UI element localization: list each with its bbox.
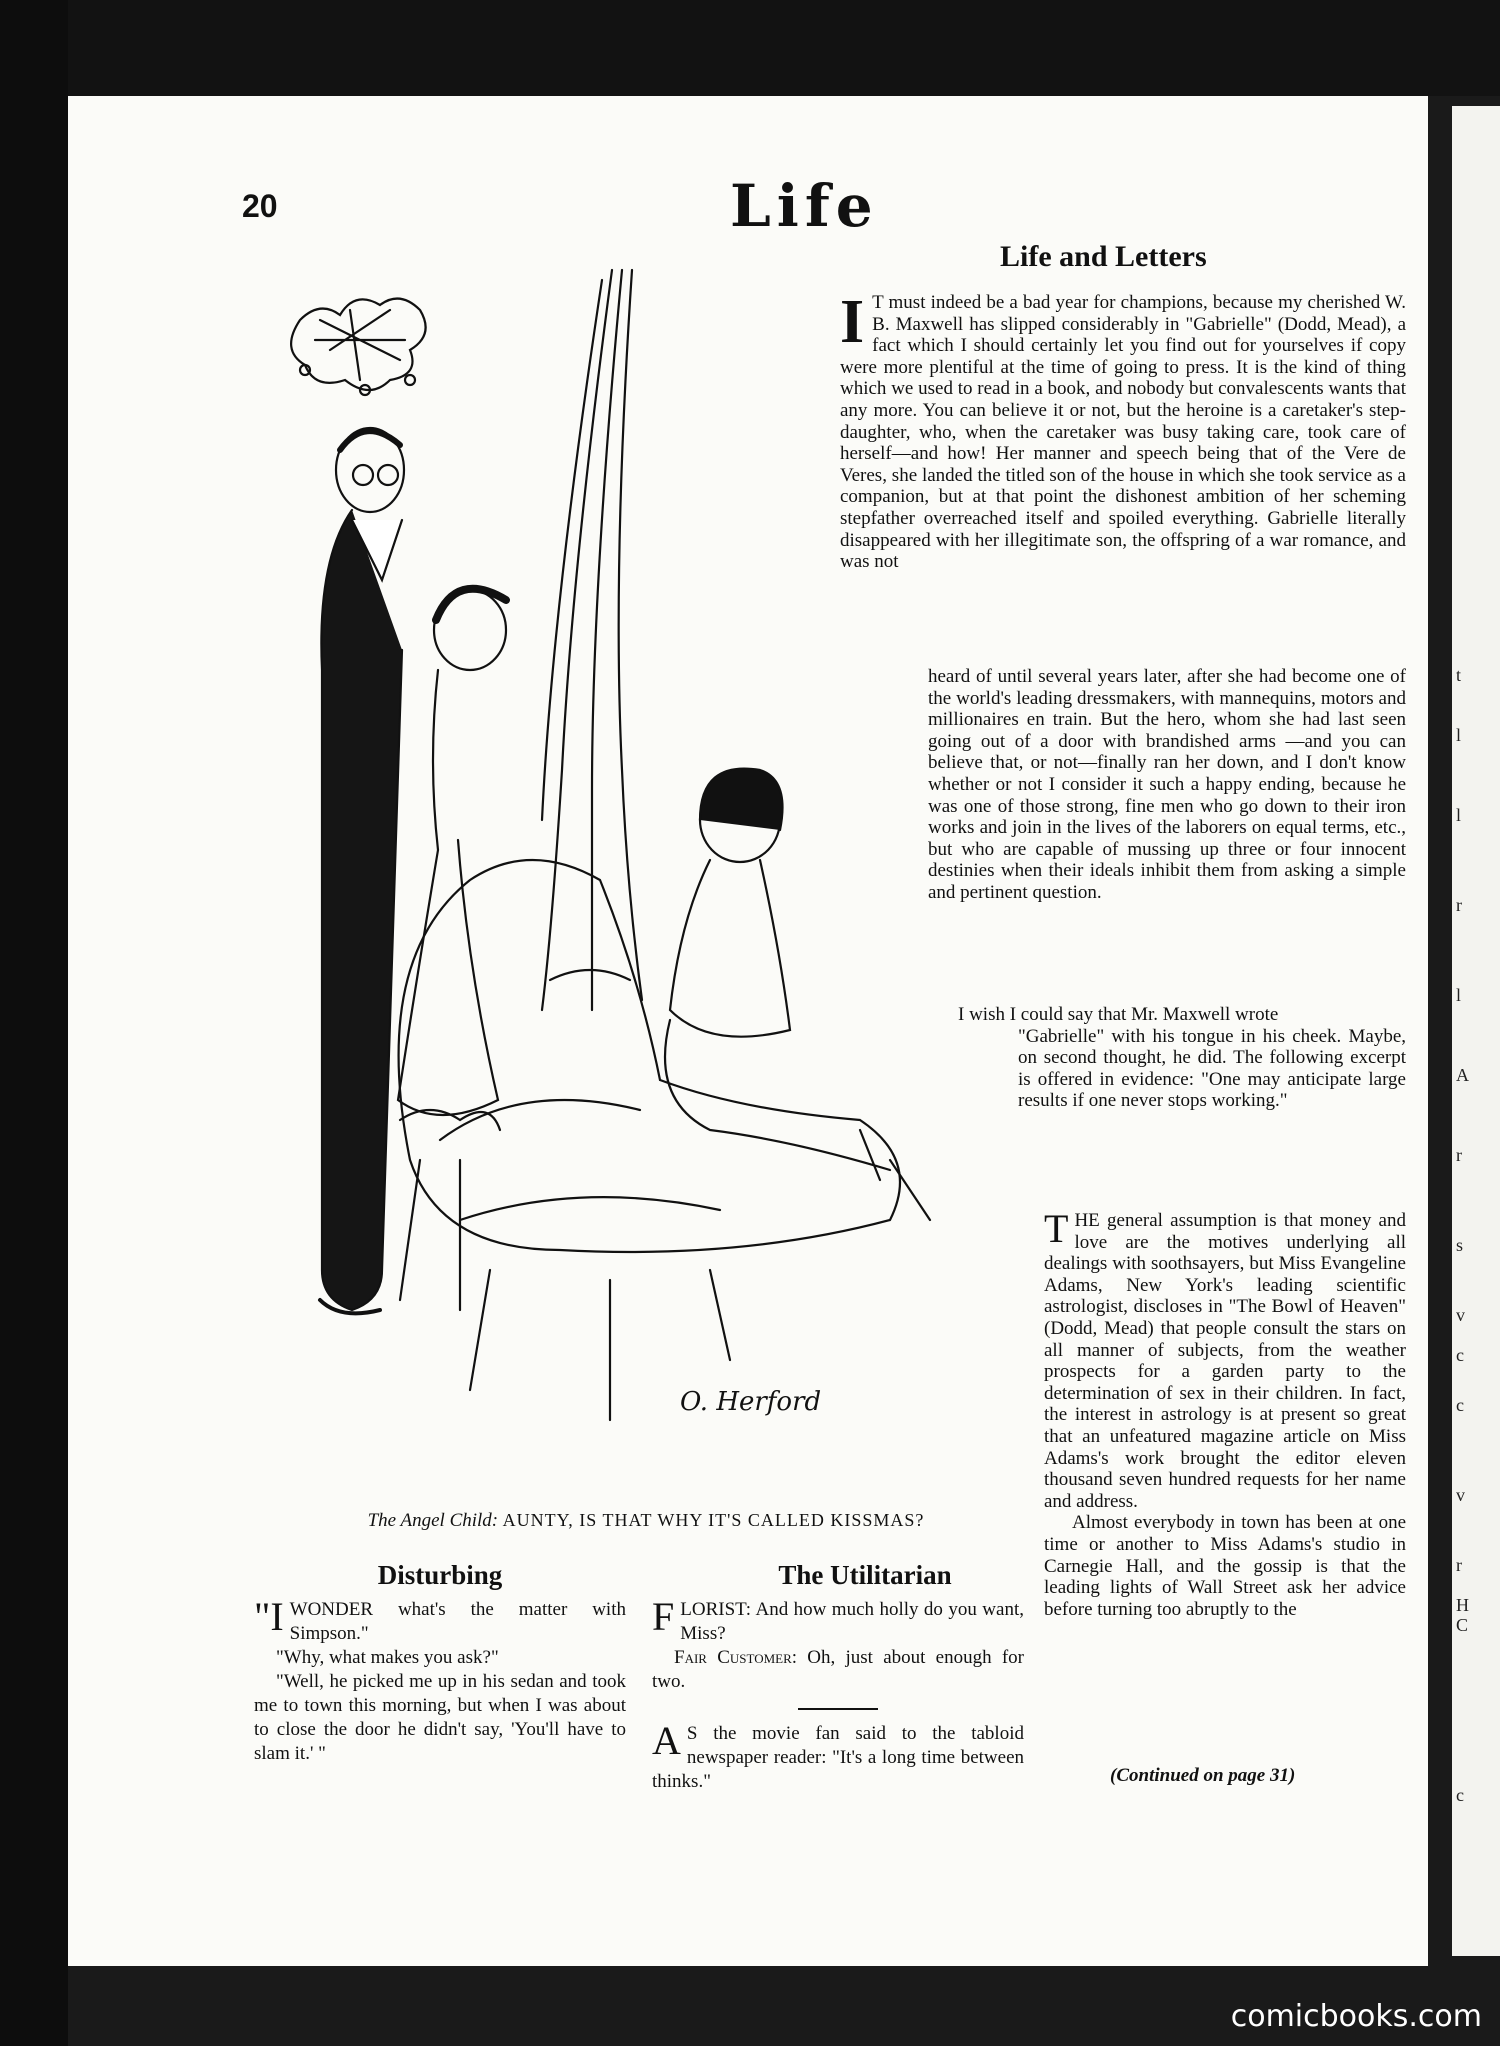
divider-rule: [798, 1708, 878, 1710]
dropcap: T: [1044, 1206, 1069, 1251]
illustration-kissmas: [260, 260, 1020, 1510]
illustration-caption: The Angel Child: AUNTY, IS THAT WHY IT'S CALLED KISSMAS?: [367, 1510, 925, 1531]
armchair-drawing: [399, 860, 900, 1420]
mistletoe-drawing: [291, 299, 426, 395]
watermark: comicbooks.com: [1230, 1999, 1482, 2034]
curtain-drawing: [542, 270, 642, 1010]
continued-note: (Continued on page 31): [1110, 1765, 1296, 1786]
article-title: Life and Letters: [1000, 240, 1207, 273]
woman-figure: [398, 589, 506, 1310]
disturbing-title: Disturbing: [377, 1560, 503, 1590]
article-paragraph-1-top: I T must indeed be a bad year for champions, because my cherished W. B. Maxwell has slipped considerably in "Gabrielle" (Dodd, Mead), a fact which I should certainly let you find out for yourselves if copy were more plentiful at the time of going to press. It is the kind of thing which we used to read in a book, and nobody but convalescents wants that any more. You can believe it or not, but the heroine is a caretaker's step-daughter, who, when the caretaker was busy taking care, took care of herself—and how! Her manner and speech being that of the Vere de Veres, she landed the titled son of the house in which she took service as a companion, but at that point the dishonest ambition of her scheming stepfather overreached itself and spoiled everything. Gabrielle literally disappeared with her illegitimate son, the offspring of a war romance, and was not: [840, 288, 1406, 573]
article-paragraph-1-lower: I wish I could say that Mr. Maxwell wrote "Gabrielle" with his tongue in his cheek. Maybe, on second thought, he did. The following excerpt is offered in evidence: "One may anticipate large results if one never stops working.": [958, 1004, 1406, 1112]
man-figure: [320, 428, 404, 1313]
article-paragraph-1-middle: heard of until several years later, after she had become one of the world's leading dressmakers, with mannequins, motors and millionaires en train. But the hero, whom she had last seen going out of a door with brandished arms —and you can believe that, or not—finally ran her down, and I don't know whether or not I consider it such a happy ending, because he was one of those strong, fine men who go down to their iron works and join in the lives of the laborers on equal terms, etc., but who are capable of mussing up three or four innocent destinies when their ideals inhibit them from asking a simple and pertinent question.: [928, 666, 1406, 903]
girl-figure: [665, 769, 930, 1220]
page-gutter: [1428, 96, 1452, 1966]
dropcap: A: [652, 1718, 681, 1763]
artist-signature: O. Herford: [680, 1387, 822, 1417]
page-number: 20: [242, 188, 278, 224]
disturbing-body: "IWONDER what's the matter with Simpson." "Why, what makes you ask?" "Well, he picked me up in his sedan and took me to town this morning, but when I was about to close the door he didn't say, 'You'll have to slam it.' ": [254, 1594, 626, 1764]
scan-border-top: [68, 0, 1500, 96]
dropcap: F: [652, 1594, 675, 1639]
dropcap: "I: [254, 1594, 284, 1639]
scan-border-left: [0, 0, 68, 2046]
utilitarian-title: The Utilitarian: [778, 1560, 952, 1590]
adjacent-page-edge: t l l r l A r s v c c v r H C c: [1452, 106, 1500, 1956]
article-paragraph-2: THE general assumption is that money and love are the motives underlying all dealings with soothsayers, but Miss Evangeline Adams, New York's leading scientific astrologist, discloses in "The Bowl of Heaven" (Dodd, Mead) that people consult the stars on all manner of subjects, from the weather prospects for a garden party to the determination of sex in their children. In fact, the interest in astrology is at present so great that an unfeatured magazine article on Miss Adams's work brought the editor eleven thousand seven hundred requests for her name and address. Almost everybody in town has been at one time or another to Miss Adams's studio in Carnegie Hall, and the gossip is that the leading lights of Wall Street ask her advice before turning too abruptly to the: [1044, 1206, 1406, 1620]
masthead-logo: Life: [730, 172, 879, 240]
dropcap: I: [840, 288, 865, 356]
utilitarian-body: FLORIST: And how much holly do you want, Miss? Fair Customer: Oh, just about enough for two. A S the movie fan said to the tabloid newspaper reader: "It's a long time between thinks.": [652, 1594, 1024, 1792]
